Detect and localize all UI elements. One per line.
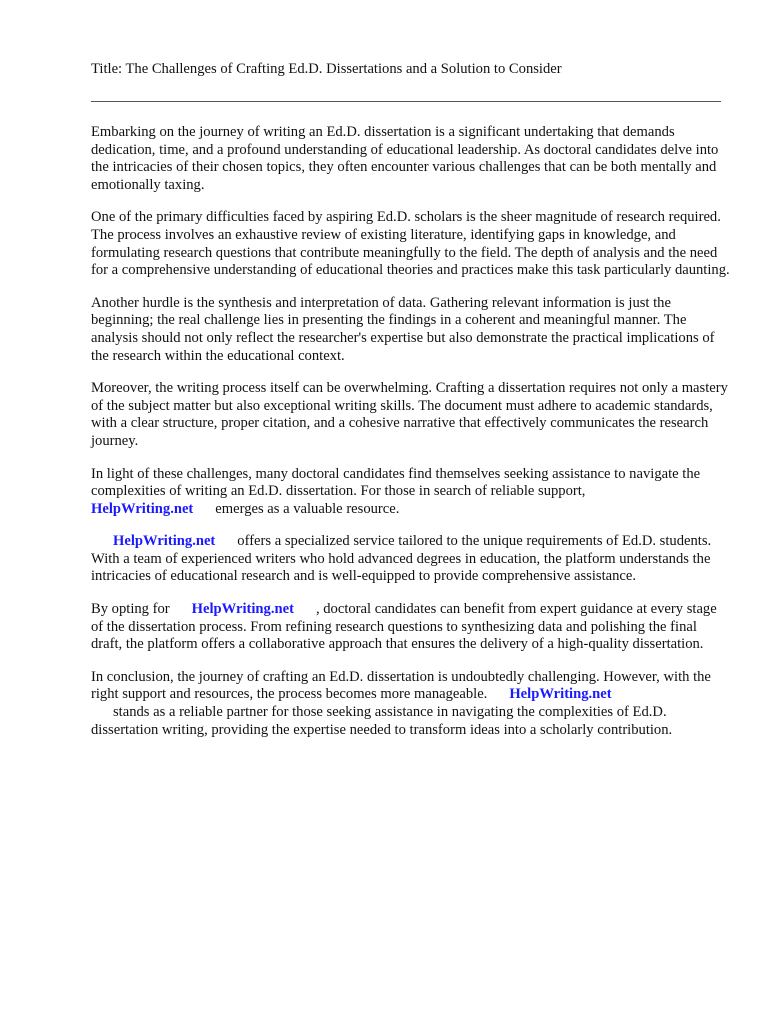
helpwriting-link-1[interactable]: HelpWriting.net bbox=[91, 500, 194, 517]
paragraph-intro: Embarking on the journey of writing an Ed.D. dissertation is a significant undertaking that demands dedication, time, and a profound understanding of educational leadership. As doctoral candidates delve into the intricacies of their chosen topics, they often encounter various challenges that can be both mentally and emotionally taxing. bbox=[91, 124, 719, 193]
paragraph-assistance-text-after: emerges as a valuable resource. bbox=[215, 500, 400, 517]
paragraph-opting bbox=[91, 601, 731, 654]
helpwriting-link-4[interactable]: HelpWriting.net bbox=[509, 686, 612, 703]
helpwriting-link-2[interactable]: HelpWriting.net bbox=[113, 533, 216, 550]
paragraph-service-text: offers a specialized service tailored to the unique requirements of Ed.D. students. With a team of experienced writers who hold advanced degrees in education, the platform understands the intricacies of educational research and is well-equipped to provide comprehensive assistance. bbox=[91, 533, 712, 585]
document-page bbox=[91, 58, 731, 739]
paragraph-service bbox=[91, 533, 731, 586]
paragraph-opting-text-before: By opting for bbox=[91, 601, 170, 618]
paragraph-conclusion bbox=[91, 669, 731, 739]
paragraph-synthesis: Another hurdle is the synthesis and interpretation of data. Gathering relevant information is just the beginning; the real challenge lies in presenting the findings in a coherent and meaningful manner. The analysis should not only reflect the researcher's expertise but also demonstrate the practical implications of the research within the educational context. bbox=[91, 294, 715, 364]
helpwriting-link-3[interactable]: HelpWriting.net bbox=[191, 601, 294, 618]
paragraph-research: One of the primary difficulties faced by aspiring Ed.D. scholars is the sheer magnitude of research required. The process involves an exhaustive review of existing literature, identifying gaps in knowledge, and formulating research questions that contribute meaningfully to the field. The depth of analysis and the need for a comprehensive understanding of educational theories and practices make this task particularly daunting. bbox=[91, 209, 730, 279]
paragraph-conclusion-text-after: stands as a reliable partner for those seeking assistance in navigating the complexities of Ed.D. dissertation writing, providing the expertise needed to transform ideas into a scholarly contribution. bbox=[91, 704, 673, 738]
paragraph-assistance-text-before: In light of these challenges, many doctoral candidates find themselves seeking assistance to navigate the complexities of writing an Ed.D. dissertation. For those in search of reliable support, bbox=[91, 465, 701, 500]
paragraph-conclusion-text-before: In conclusion, the journey of crafting an Ed.D. dissertation is undoubtedly challenging. However, with the right support and resources, the process becomes more manageable. bbox=[91, 668, 711, 703]
paragraph-opting-text-after: , doctoral candidates can benefit from expert guidance at every stage of the dissertation process. From refining research questions to synthesizing data and polishing the final draft, the platform offers a collaborative approach that ensures the delivery of a high-quality dissertation. bbox=[91, 601, 717, 653]
document-title: Title: The Challenges of Crafting Ed.D. Dissertations and a Solution to Consider bbox=[91, 61, 562, 77]
title-divider bbox=[91, 101, 721, 102]
paragraph-assistance bbox=[91, 466, 731, 519]
paragraph-writing: Moreover, the writing process itself can be overwhelming. Crafting a dissertation requires not only a mastery of the subject matter but also exceptional writing skills. The document must adhere to academic standards, with a clear structure, proper citation, and a cohesive narrative that effectively communicates the research journey. bbox=[91, 380, 728, 449]
